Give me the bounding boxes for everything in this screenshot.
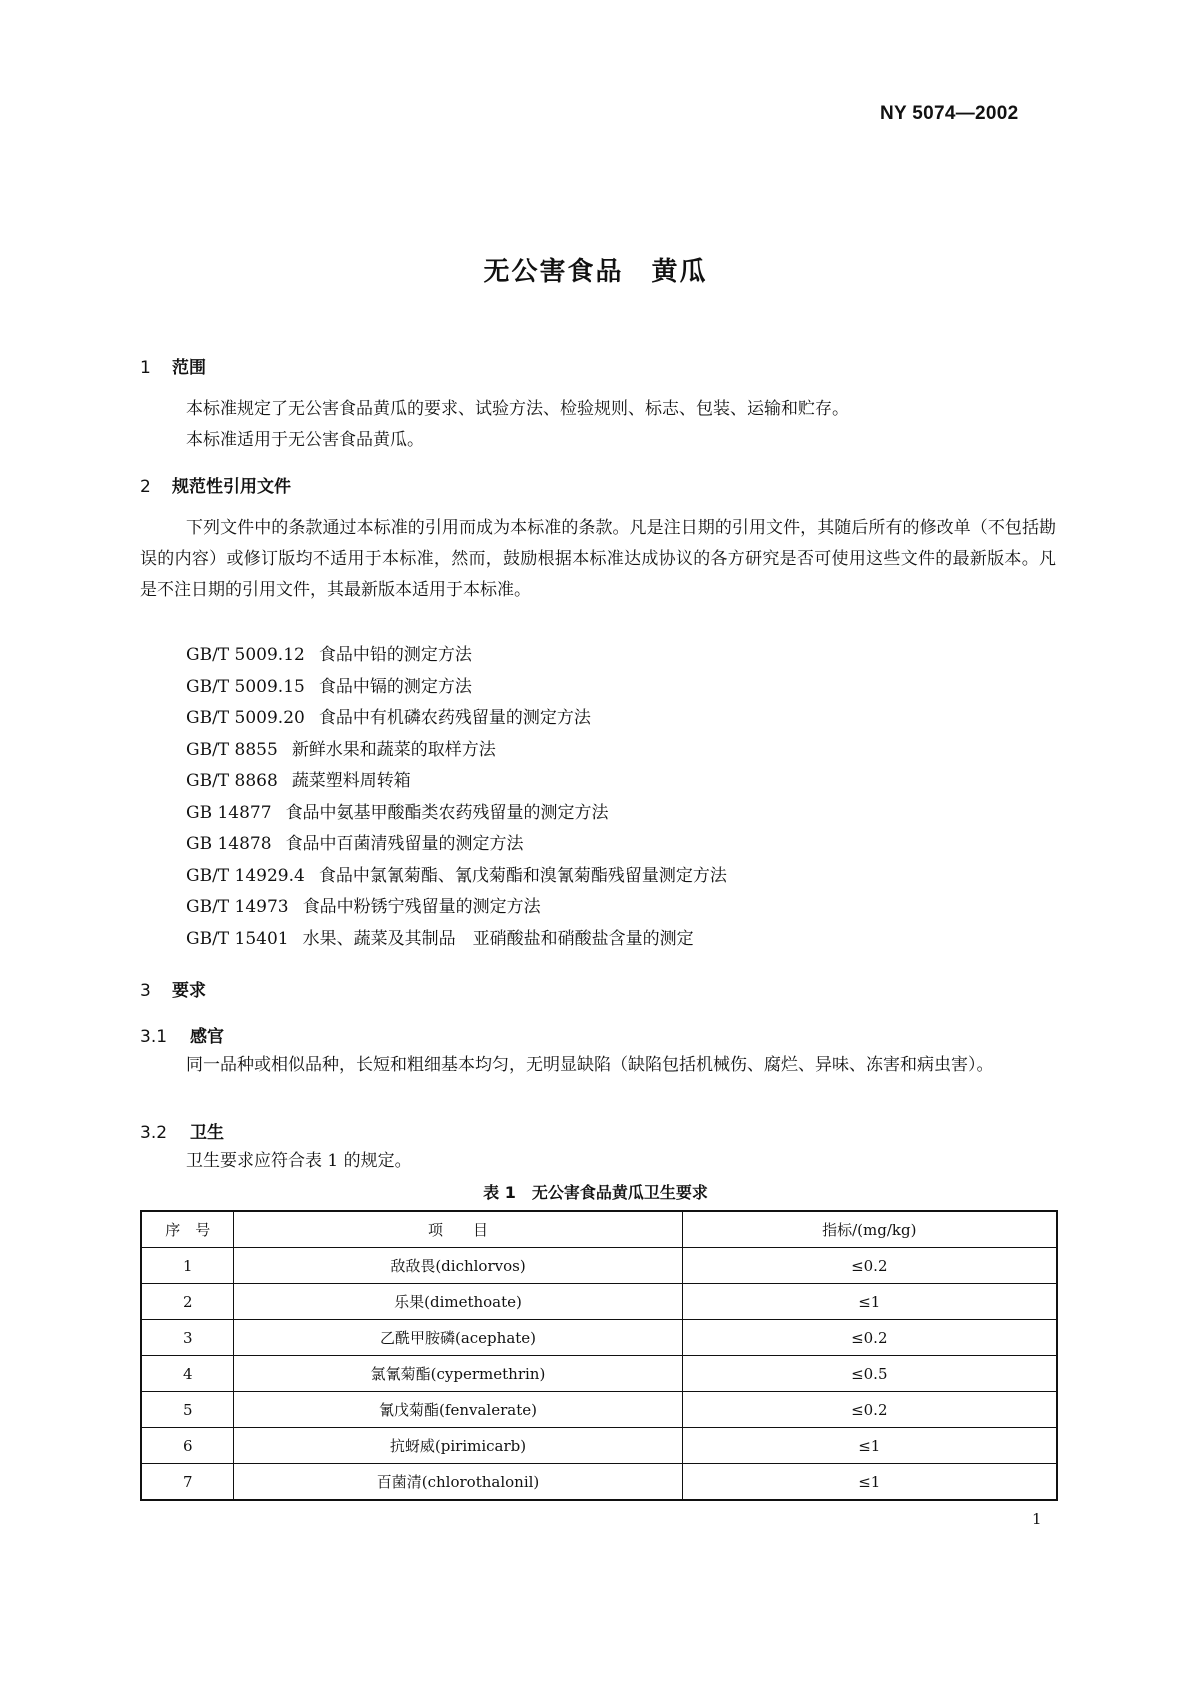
table-row xyxy=(141,1356,1057,1392)
header-item: 项 目 xyxy=(234,1211,682,1248)
reference-item xyxy=(186,735,727,767)
section-1-heading xyxy=(140,353,206,378)
cell-limit: ≤1 xyxy=(682,1284,1057,1320)
cell-limit: ≤0.2 xyxy=(682,1392,1057,1428)
cell-item: 氯氰菊酯(cypermethrin) xyxy=(234,1356,682,1392)
section-3-1-heading xyxy=(140,1022,224,1047)
reference-code: GB/T 5009.12 xyxy=(186,645,305,665)
reference-item xyxy=(186,640,727,672)
header-limit: 指标/(mg/kg) xyxy=(682,1211,1057,1248)
header-no: 序 号 xyxy=(141,1211,234,1248)
reference-title: 食品中粉锈宁残留量的测定方法 xyxy=(302,897,541,917)
document-title: 无公害食品 黄瓜 xyxy=(483,257,708,287)
reference-item xyxy=(186,924,727,956)
page-number: 1 xyxy=(1032,1510,1042,1528)
cell-no: 2 xyxy=(141,1284,234,1320)
hygiene-requirements-table xyxy=(140,1210,1058,1501)
section-title: 感官 xyxy=(190,1027,224,1047)
reference-code: GB/T 8868 xyxy=(186,771,278,791)
cell-item: 氰戊菊酯(fenvalerate) xyxy=(234,1392,682,1428)
cell-limit: ≤0.2 xyxy=(682,1320,1057,1356)
section-number: 3.1 xyxy=(140,1027,168,1047)
section-title: 卫生 xyxy=(190,1123,224,1143)
section-2-heading xyxy=(140,472,291,497)
reference-title: 食品中有机磷农药残留量的测定方法 xyxy=(318,708,591,728)
hygiene-requirement: 卫生要求应符合表 1 的规定。 xyxy=(186,1151,412,1171)
reference-code: GB/T 15401 xyxy=(186,928,289,949)
reference-title: 新鲜水果和蔬菜的取样方法 xyxy=(291,739,496,760)
reference-title: 食品中铅的测定方法 xyxy=(318,645,472,665)
cell-no: 1 xyxy=(141,1248,234,1284)
cell-item: 抗蚜威(pirimicarb) xyxy=(234,1428,682,1464)
cell-item: 百菌清(chlorothalonil) xyxy=(234,1464,682,1501)
section-title: 要求 xyxy=(172,981,206,1001)
sensory-requirement: 同一品种或相似品种，长短和粗细基本均匀，无明显缺陷（缺陷包括机械伤、腐烂、异味、冻害和病虫害）。 xyxy=(186,1055,994,1075)
table-row xyxy=(141,1284,1057,1320)
reference-item xyxy=(186,829,727,861)
table-caption: 表 1 无公害食品黄瓜卫生要求 xyxy=(483,1183,708,1202)
reference-code: GB 14878 xyxy=(186,834,272,854)
section-number: 3 xyxy=(140,981,151,1001)
reference-list xyxy=(186,640,727,955)
cell-limit: ≤1 xyxy=(682,1464,1057,1501)
cell-limit: ≤1 xyxy=(682,1428,1057,1464)
reference-code: GB/T 8855 xyxy=(186,739,278,760)
scope-paragraph-1: 本标准规定了无公害食品黄瓜的要求、试验方法、检验规则、标志、包装、运输和贮存。 xyxy=(186,399,849,419)
reference-item xyxy=(186,861,727,893)
reference-title: 食品中百菌清残留量的测定方法 xyxy=(285,834,524,854)
references-intro: 下列文件中的条款通过本标准的引用而成为本标准的条款。凡是注日期的引用文件，其随后所有的修改单（不包括勘误的内容）或修订版均不适用于本标准，然而，鼓励根据本标准达成协议的各方研究是否可使用这些文件的最新版本。凡是不注日期的引用文件，其最新版本适用于本标准。 xyxy=(140,518,1056,600)
reference-title: 食品中氯氰菊酯、氰戊菊酯和溴氰菊酯残留量测定方法 xyxy=(318,865,727,886)
cell-item: 乐果(dimethoate) xyxy=(234,1284,682,1320)
section-3-heading xyxy=(140,976,206,1001)
table-row xyxy=(141,1392,1057,1428)
reference-item xyxy=(186,672,727,704)
section-title: 规范性引用文件 xyxy=(172,477,291,497)
cell-no: 6 xyxy=(141,1428,234,1464)
cell-item: 乙酰甲胺磷(acephate) xyxy=(234,1320,682,1356)
reference-item xyxy=(186,766,727,798)
cell-no: 3 xyxy=(141,1320,234,1356)
reference-item xyxy=(186,798,727,830)
table-row xyxy=(141,1464,1057,1501)
reference-code: GB/T 14929.4 xyxy=(186,865,305,886)
cell-item: 敌敌畏(dichlorvos) xyxy=(234,1248,682,1284)
scope-paragraph-2: 本标准适用于无公害食品黄瓜。 xyxy=(186,430,424,450)
reference-code: GB/T 5009.20 xyxy=(186,708,305,728)
reference-code: GB/T 14973 xyxy=(186,897,289,917)
reference-title: 蔬菜塑料周转箱 xyxy=(291,771,411,791)
section-3-2-heading xyxy=(140,1118,224,1143)
reference-title: 食品中氨基甲酸酯类农药残留量的测定方法 xyxy=(285,802,609,823)
section-number: 2 xyxy=(140,477,151,497)
reference-code: GB/T 5009.15 xyxy=(186,676,305,697)
standard-code: NY 5074—2002 xyxy=(880,103,1019,124)
table-row xyxy=(141,1428,1057,1464)
reference-item xyxy=(186,892,727,924)
section-number: 1 xyxy=(140,358,151,378)
cell-no: 7 xyxy=(141,1464,234,1501)
cell-no: 4 xyxy=(141,1356,234,1392)
table-row xyxy=(141,1320,1057,1356)
section-title: 范围 xyxy=(172,358,206,378)
reference-title: 水果、蔬菜及其制品 亚硝酸盐和硝酸盐含量的测定 xyxy=(302,928,694,949)
cell-limit: ≤0.2 xyxy=(682,1248,1057,1284)
reference-code: GB 14877 xyxy=(186,802,272,823)
cell-limit: ≤0.5 xyxy=(682,1356,1057,1392)
table-row xyxy=(141,1248,1057,1284)
reference-item xyxy=(186,703,727,735)
cell-no: 5 xyxy=(141,1392,234,1428)
reference-title: 食品中镉的测定方法 xyxy=(318,676,472,697)
table-header-row xyxy=(141,1211,1057,1248)
section-number: 3.2 xyxy=(140,1123,168,1143)
